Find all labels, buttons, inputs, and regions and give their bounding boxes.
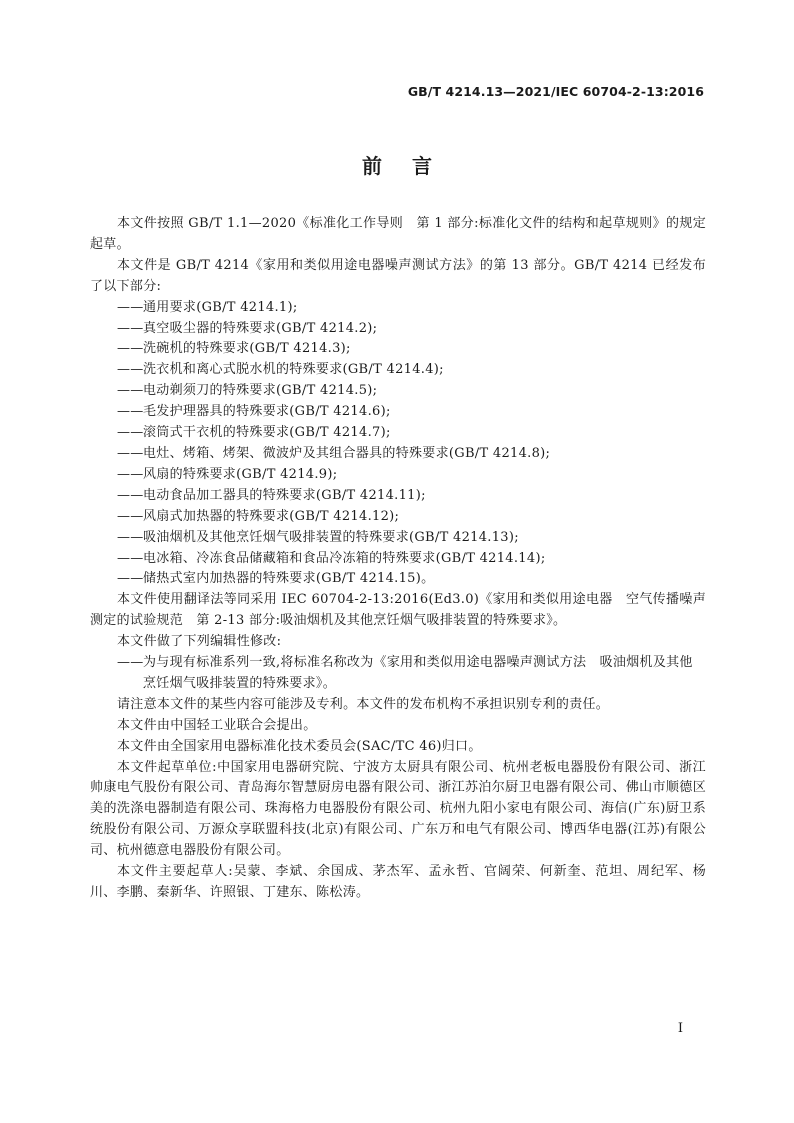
drafting-units-paragraph: 本文件起草单位:中国家用电器研究院、宁波方太厨具有限公司、杭州老板电器股份有限公司、浙江帅康电气股份有限公司、青岛海尔智慧厨房电器有限公司、浙江苏泊尔厨卫电器有限公司、佛山市顺德区美的洗涤电器制造有限公司、珠海格力电器股份有限公司、杭州九阳小家电有限公司、海信(广东)厨卫系统股份有限公司、万源众享联盟科技(北京)有限公司、广东万和电气有限公司、博西华电器(江苏)有限公司、杭州德意电器股份有限公司。 [90, 759, 706, 859]
committee-paragraph: 本文件由全国家用电器标准化技术委员会(SAC/TC 46)归口。 [117, 738, 482, 754]
list-item: ——电冰箱、冷冻食品储藏箱和食品冷冻箱的特殊要求(GB/T 4214.14); [117, 550, 546, 566]
page-title: 前言 [362, 154, 462, 178]
list-item: ——风扇式加热器的特殊要求(GB/T 4214.12); [117, 508, 400, 524]
drafters-paragraph: 本文件主要起草人:吴蒙、李斌、余国成、茅杰军、孟永哲、官阔荣、何新奎、范坦、周纪军、杨川、李鹏、秦新华、许照银、丁建东、陈松涛。 [90, 864, 706, 900]
list-item: ——电动剃须刀的特殊要求(GB/T 4214.5); [117, 383, 378, 399]
proposer-paragraph: 本文件由中国轻工业联合会提出。 [117, 717, 317, 733]
patent-notice-paragraph: 请注意本文件的某些内容可能涉及专利。本文件的发布机构不承担识别专利的责任。 [117, 696, 610, 712]
document-body [90, 214, 706, 904]
editorial-changes-intro: 本文件做了下列编辑性修改: [117, 634, 282, 650]
adoption-paragraph: 本文件使用翻译法等同采用 IEC 60704-2-13:2016(Ed3.0)《家用和类似用途电器 空气传播噪声测定的试验规范 第 2-13 部分:吸油烟机及其他烹饪烟气吸排装置的特殊要求》。 [90, 592, 706, 629]
list-item: ——吸油烟机及其他烹饪烟气吸排装置的特殊要求(GB/T 4214.13); [117, 529, 519, 545]
standard-code-header: GB/T 4214.13—2021/IEC 60704-2-13:2016 [407, 84, 704, 99]
list-item: ——电动食品加工器具的特殊要求(GB/T 4214.11); [117, 487, 426, 503]
list-item: ——洗衣机和离心式脱水机的特殊要求(GB/T 4214.4); [117, 362, 444, 378]
list-item: ——储热式室内加热器的特殊要求(GB/T 4214.15)。 [117, 571, 435, 587]
list-item: ——真空吸尘器的特殊要求(GB/T 4214.2); [117, 320, 378, 336]
page-number: I [677, 1021, 683, 1036]
list-item: ——毛发护理器具的特殊要求(GB/T 4214.6); [117, 404, 391, 420]
list-item: ——电灶、烤箱、烤架、微波炉及其组合器具的特殊要求(GB/T 4214.8); [117, 445, 551, 461]
parts-list [90, 298, 706, 591]
drafting-rules-paragraph: 本文件按照 GB/T 1.1—2020《标准化工作导则 第 1 部分:标准化文件的结构和起草规则》的规定起草。 [90, 216, 706, 252]
list-item: ——洗碗机的特殊要求(GB/T 4214.3); [117, 341, 351, 357]
list-item: ——通用要求(GB/T 4214.1); [117, 299, 298, 315]
list-item: ——风扇的特殊要求(GB/T 4214.9); [117, 466, 338, 482]
editorial-change-item: ——为与现有标准系列一致,将标准名称改为《家用和类似用途电器噪声测试方法 吸油烟机及其他烹饪烟气吸排装置的特殊要求》。 [117, 655, 693, 691]
series-intro-paragraph: 本文件是 GB/T 4214《家用和类似用途电器噪声测试方法》的第 13 部分。GB/T 4214 已经发布了以下部分: [90, 257, 706, 294]
list-item: ——滚筒式干衣机的特殊要求(GB/T 4214.7); [117, 425, 391, 441]
